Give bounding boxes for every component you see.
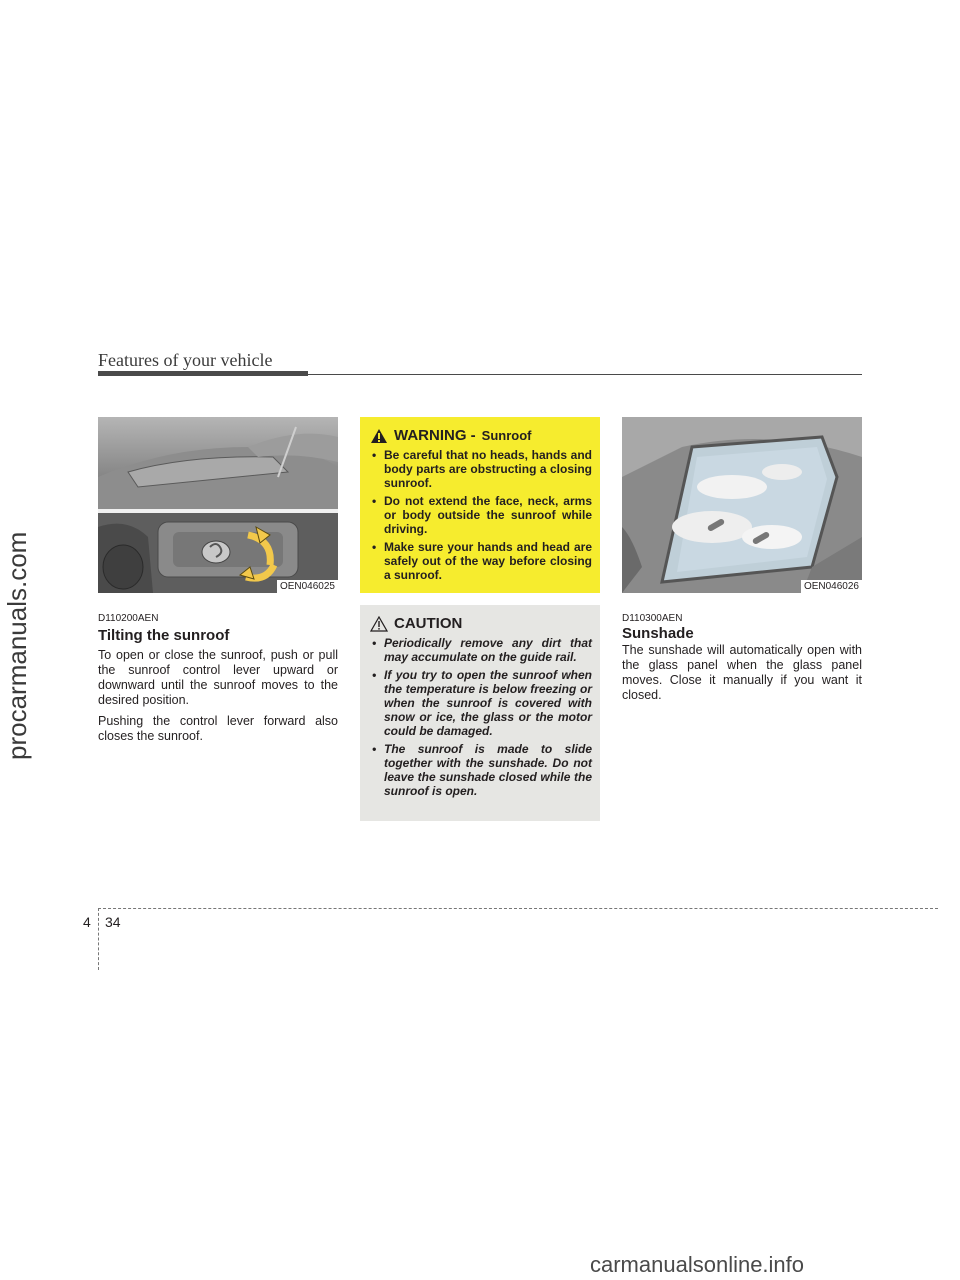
- sunroof-lever-figure: [98, 417, 338, 593]
- paragraph: Pushing the control lever forward also closes the sunroof.: [98, 714, 338, 743]
- section-heading: Sunshade: [622, 625, 694, 642]
- chapter-number: 4: [83, 914, 91, 930]
- caution-triangle-icon: [370, 616, 388, 632]
- warning-title: [370, 427, 592, 444]
- side-watermark: procarmanuals.com: [2, 531, 32, 760]
- caution-list: [370, 636, 592, 798]
- caution-item: • If you try to open the sunroof when the temperature is below freezing or when the sunroof is covered with snow or ice, the glass or the motor could be damaged.: [370, 668, 592, 738]
- footer-rule: [98, 908, 938, 909]
- sunshade-illustration: [622, 417, 862, 593]
- section-heading: Tilting the sunroof: [98, 627, 230, 644]
- header-rule-accent: [98, 371, 308, 376]
- figure-code: OEN046026: [801, 580, 862, 593]
- bottom-watermark: carmanualsonline.info: [590, 1252, 805, 1277]
- warning-triangle-icon: [370, 428, 388, 444]
- section-body: [98, 648, 338, 750]
- paragraph: To open or close the sunroof, push or pull the sunroof control lever upward or downward until the sunroof moves to the desired position.: [98, 648, 338, 707]
- warning-item: • Do not extend the face, neck, arms or body outside the sunroof while driving.: [370, 494, 592, 536]
- section-code: D110300AEN: [622, 613, 683, 624]
- warning-label: WARNING -: [394, 427, 476, 444]
- section-code: D110200AEN: [98, 613, 159, 624]
- warning-subject: Sunroof: [481, 428, 532, 443]
- figure-code: OEN046025: [277, 580, 338, 593]
- caution-box: [360, 605, 600, 821]
- caution-item: • The sunroof is made to slide together with the sunshade. Do not leave the sunshade closed while the sunroof is open.: [370, 742, 592, 798]
- section-body: [622, 643, 862, 709]
- caution-label: CAUTION: [394, 615, 463, 632]
- caution-title: [370, 615, 592, 632]
- header-rule: [308, 374, 862, 375]
- warning-box: [360, 417, 600, 593]
- sunshade-figure: [622, 417, 862, 593]
- sunroof-lever-illustration: [98, 417, 338, 593]
- warning-list: [370, 448, 592, 582]
- caution-item: • Periodically remove any dirt that may accumulate on the guide rail.: [370, 636, 592, 664]
- paragraph: The sunshade will automatically open with the glass panel when the glass panel moves. Close it manually if you want it closed.: [622, 643, 862, 702]
- footer-divider: [98, 908, 99, 970]
- warning-item: • Make sure your hands and head are safely out of the way before closing a sunroof.: [370, 540, 592, 582]
- warning-item: • Be careful that no heads, hands and body parts are obstructing a closing sunroof.: [370, 448, 592, 490]
- page-number: 34: [105, 914, 121, 930]
- page-header-title: Features of your vehicle: [98, 350, 273, 370]
